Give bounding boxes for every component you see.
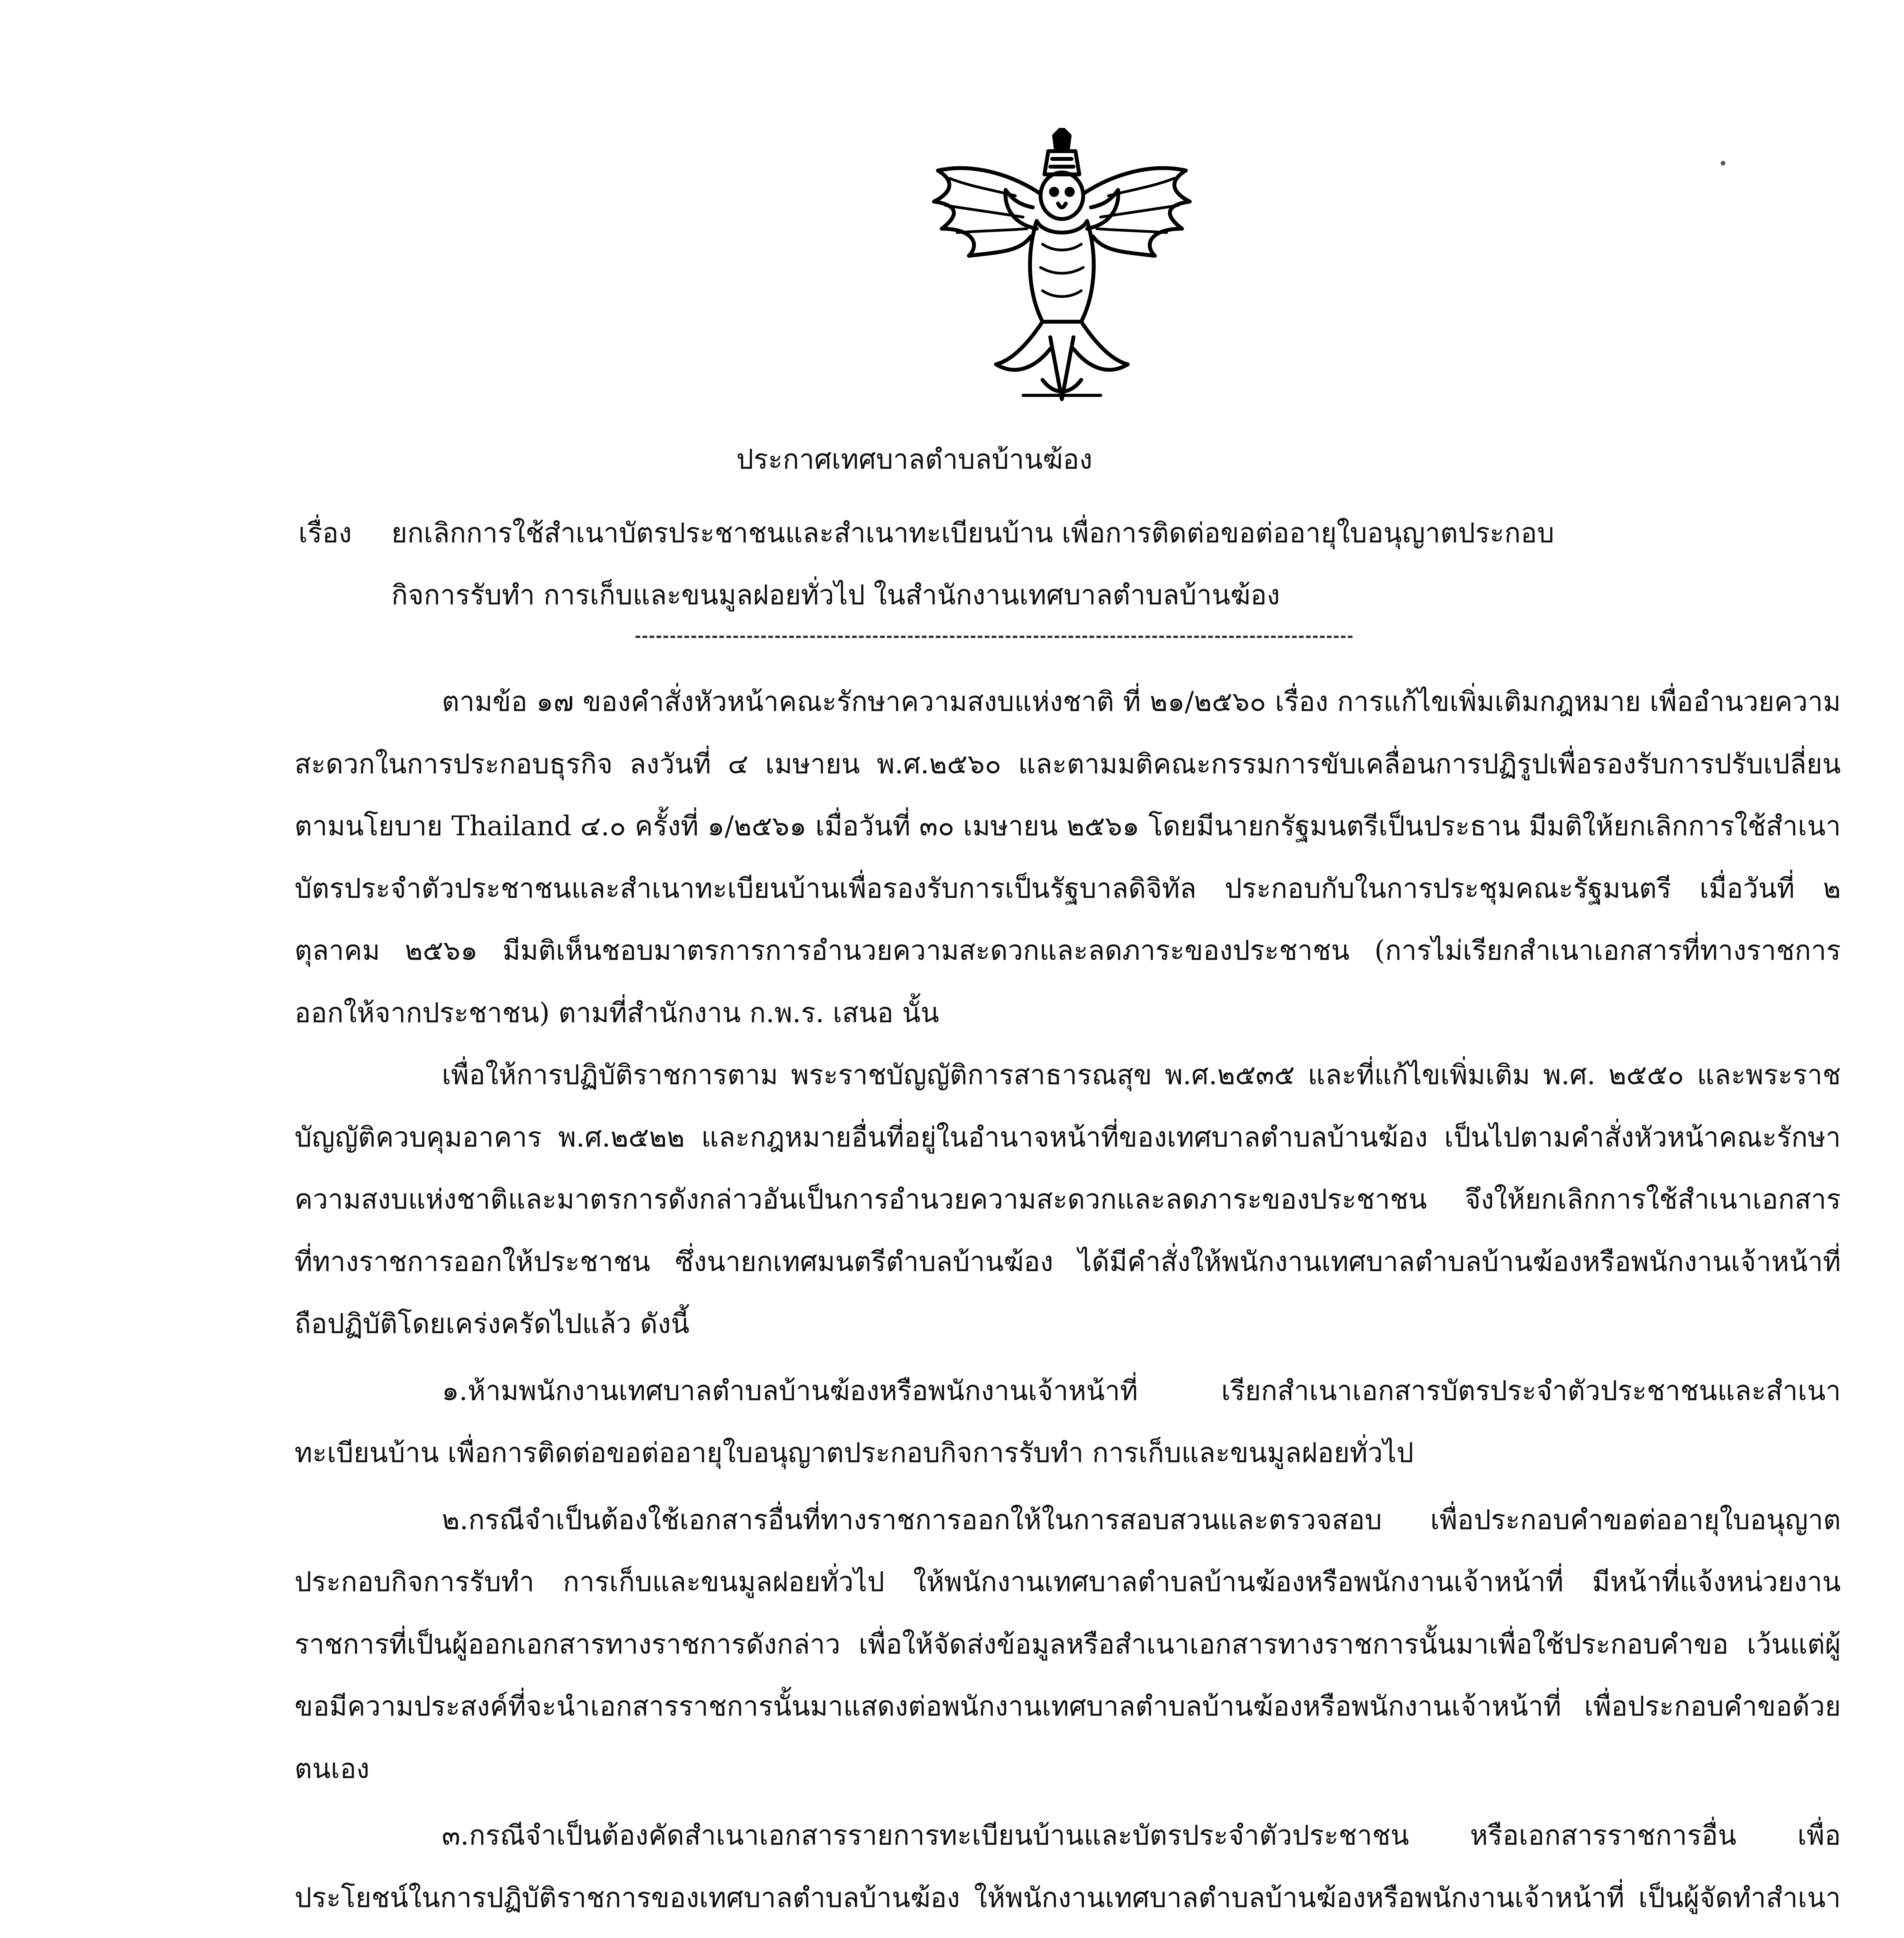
- subject-text: [391, 502, 1806, 626]
- scan-speck: [1721, 161, 1725, 166]
- subject-line-2: กิจการรับทำ การเก็บและขนมูลฝอยทั่วไป ในสำนักงานเทศบาลตำบลบ้านฆ้อง: [391, 579, 1280, 611]
- document-body: [295, 671, 1841, 1938]
- list-item-3: ๓.กรณีจำเป็นต้องคัดสำเนาเอกสารรายการทะเบียนบ้านและบัตรประจำตัวประชาชน หรือเอกสารราชการอื่น เพื่อประโยชน์ในการปฏิบัติราชการของเทศบาลตำบลบ้านฆ้อง ให้พนักงานเทศบาลตำบลบ้านฆ้องหรือพนักงานเจ้าหน้าที่ เป็นผู้จัดทำสำเนา: [295, 1819, 1841, 1914]
- list-item-1: ๑.ห้ามพนักงานเทศบาลตำบลบ้านฆ้องหรือพนักงานเจ้าหน้าที่ เรียกสำเนาเอกสารบัตรประจำตัวประชาชนและสำเนาทะเบียนบ้าน เพื่อการติดต่อขอต่ออายุใบอนุญาตประกอบกิจการรับทำ การเก็บและขนมูลฝอยทั่วไป: [295, 1374, 1841, 1469]
- paragraph-2: เพื่อให้การปฏิบัติราชการตาม พระราชบัญญัติการสาธารณสุข พ.ศ.๒๕๓๕ และที่แก้ไขเพิ่มเติม พ.ศ. ๒๕๕๐ และพระราชบัญญัติควบคุมอาคาร พ.ศ.๒๕๒๒ และกฎหมายอื่นที่อยู่ในอำนาจหน้าที่ของเทศบาลตำบลบ้านฆ้อง เป็นไปตามคำสั่งหัวหน้าคณะรักษาความสงบแห่งชาติและมาตรการดังกล่าวอันเป็นการอำนวยความสะดวกและลดภาระของประชาชน จึงให้ยกเลิกการใช้สำเนาเอกสารที่ทางราชการออกให้ประชาชน ซึ่งนายกเทศมนตรีตำบลบ้านฆ้อง ได้มีคำสั่งให้พนักงานเทศบาลตำบลบ้านฆ้องหรือพนักงานเจ้าหน้าที่ ถือปฏิบัติโดยเคร่งครัดไปแล้ว ดังนี้: [295, 1059, 1841, 1340]
- document-title: ประกาศเทศบาลตำบลบ้านฆ้อง: [736, 443, 1092, 475]
- divider: [636, 636, 1353, 642]
- subject-line-1: ยกเลิกการใช้สำเนาบัตรประชาชนและสำเนาทะเบียนบ้าน เพื่อการติดต่อขอต่ออายุใบอนุญาตประกอบ: [391, 517, 1554, 549]
- list-item-2: ๒.กรณีจำเป็นต้องใช้เอกสารอื่นที่ทางราชการออกให้ในการสอบสวนและตรวจสอบ เพื่อประกอบคำขอต่ออายุใบอนุญาตประกอบกิจการรับทำ การเก็บและขนมูลฝอยทั่วไป ให้พนักงานเทศบาลตำบลบ้านฆ้องหรือพนักงานเจ้าหน้าที่ มีหน้าที่แจ้งหน่วยงานราชการที่เป็นผู้ออกเอกสารทางราชการดังกล่าว เพื่อให้จัดส่งข้อมูลหรือสำเนาเอกสารทางราชการนั้นมาเพื่อใช้ประกอบคำขอ เว้นแต่ผู้ขอมีความประสงค์ที่จะนำเอกสารราชการนั้นมาแสดงต่อพนักงานเทศบาลตำบลบ้านฆ้องหรือพนักงานเจ้าหน้าที่ เพื่อประกอบคำขอด้วยตนเอง: [295, 1504, 1841, 1785]
- garuda-emblem-icon: [926, 128, 1198, 407]
- paragraph-1: ตามข้อ ๑๗ ของคำสั่งหัวหน้าคณะรักษาความสงบแห่งชาติ ที่ ๒๑/๒๕๖๐ เรื่อง การแก้ไขเพิ่มเติมกฎหมาย เพื่ออำนวยความสะดวกในการประกอบธุรกิจ ลงวันที่ ๔ เมษายน พ.ศ.๒๕๖๐ และตามมติคณะกรรมการขับเคลื่อนการปฏิรูปเพื่อรองรับการปรับเปลี่ยนตามนโยบาย Thailand ๔.๐ ครั้งที่ ๑/๒๕๖๑ เมื่อวันที่ ๓๐ เมษายน ๒๕๖๑ โดยมีนายกรัฐมนตรีเป็นประธาน มีมติให้ยกเลิกการใช้สำเนาบัตรประจำตัวประชาชนและสำเนาทะเบียนบ้านเพื่อรองรับการเป็นรัฐบาลดิจิทัล ประกอบกับในการประชุมคณะรัฐมนตรี เมื่อวันที่ ๒ ตุลาคม ๒๕๖๑ มีมติเห็นชอบมาตรการการอำนวยความสะดวกและลดภาระของประชาชน (การไม่เรียกสำเนาเอกสารที่ทางราชการออกให้จากประชาชน) ตามที่สำนักงาน ก.พ.ร. เสนอ นั้น: [295, 686, 1841, 1029]
- subject-label: เรื่อง: [298, 517, 352, 549]
